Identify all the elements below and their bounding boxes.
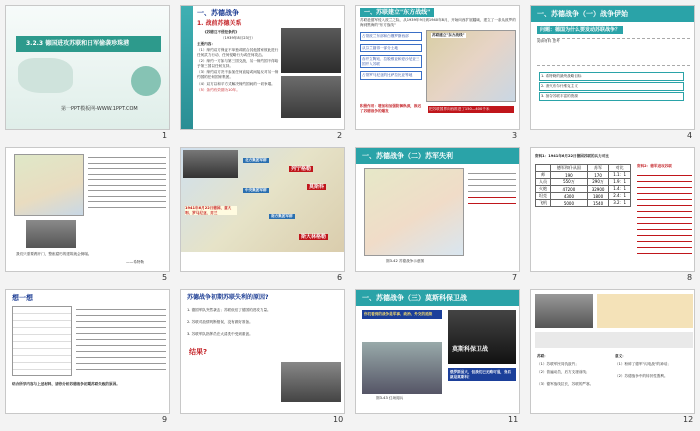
reason-line: 1. 德国军队突然袭击；苏联低估了德国的进攻力量。 bbox=[187, 308, 271, 312]
cell: 飞机 bbox=[536, 200, 551, 207]
doc-line: （1）缔约双方保证不单独或联合其他国家彼此进行任何武力行动、任何侵略行为或任何攻击。 bbox=[197, 48, 279, 57]
army-group-north: 北方集团军群 bbox=[245, 158, 267, 162]
table-title: 资料1：1941年6月22日德国苏联的兵力对比 bbox=[535, 154, 609, 158]
side-title: 资料2：德军进攻苏联 bbox=[637, 164, 672, 168]
cell: 1800 bbox=[587, 193, 608, 200]
world-map-graphic bbox=[18, 58, 73, 93]
parade-photo bbox=[362, 342, 442, 394]
cell: 3.2：1 bbox=[609, 200, 631, 207]
doc-line: （3）缔约双方决不参加任何直接或间接反对另一缔约国的任何国家集团。 bbox=[197, 70, 279, 79]
barbarossa-map bbox=[14, 154, 84, 216]
data-table bbox=[12, 306, 72, 376]
header-cell: 苏军 bbox=[587, 165, 608, 172]
header-cell: 对比 bbox=[609, 165, 631, 172]
slide-title: 3.2.3 德国进攻苏联和日军偷袭珍珠港 bbox=[26, 40, 130, 47]
left-item: （3）德军战线拉长，苏联的严寒。 bbox=[537, 382, 594, 386]
quote-author: ——希特勒 bbox=[126, 260, 144, 264]
doc-title: 《苏德互不侵犯条约》 bbox=[203, 30, 239, 34]
footer-text: 第一PPT模板网-WWW.1PPT.COM bbox=[61, 106, 138, 112]
header-cell: 德军和仆从国 bbox=[551, 165, 588, 172]
cell: 1540 bbox=[587, 200, 608, 207]
slogan-box: 俄罗斯虽大，但我们已无路可退，身后就是莫斯科！ bbox=[448, 368, 516, 381]
right-title: 意义： bbox=[615, 354, 626, 358]
heading: 苏德战争初期苏联失利的原因? bbox=[187, 294, 269, 301]
event-box: 从芬兰割得一部分土地 bbox=[360, 44, 422, 53]
intro-panel bbox=[597, 294, 693, 328]
war-photo bbox=[281, 362, 341, 402]
slide-number: 7 bbox=[512, 273, 518, 282]
subheading: 1. 战前苏德关系 bbox=[197, 20, 242, 27]
heading: 一、苏德战争（一）战争伊始 bbox=[531, 6, 694, 22]
table-header bbox=[536, 165, 631, 172]
cell: 1.1：1 bbox=[609, 172, 631, 179]
question-box: 你们看到的战争是军事、政治、外交的延续 bbox=[362, 310, 442, 319]
slide-thumbnail-3[interactable] bbox=[355, 5, 520, 130]
cell: 4300 bbox=[551, 193, 588, 200]
slide-number: 4 bbox=[687, 131, 693, 140]
cell: 290万 bbox=[587, 179, 608, 186]
right-item: （2）苏德战争中的转折性胜利。 bbox=[615, 374, 668, 378]
answer-line: 2. 消灭布尔什维克主义 bbox=[539, 82, 684, 91]
right-item: （1）粉碎了德军"闪电战"的神话； bbox=[615, 362, 671, 366]
header-cell bbox=[536, 165, 551, 172]
caption-area bbox=[181, 252, 345, 272]
cell: 坦克 bbox=[536, 193, 551, 200]
cell: 47200 bbox=[551, 186, 588, 193]
cell: 32900 bbox=[587, 186, 608, 193]
cell: 1.4：1 bbox=[609, 186, 631, 193]
material-block bbox=[537, 38, 690, 66]
army-group-south: 南方集团军群 bbox=[271, 214, 293, 218]
side-text bbox=[468, 170, 516, 206]
quote-strip bbox=[535, 332, 693, 348]
slide-number: 8 bbox=[687, 273, 693, 282]
reason-line: 2. 苏联对敌情判断错误，没有做好准备。 bbox=[187, 320, 253, 324]
photo-caption: 图3-43 红场阅兵 bbox=[376, 396, 404, 400]
cell: 170 bbox=[587, 172, 608, 179]
doc-line: （2）缔约一方如与第三国交战，另一缔约国不得给予第三国以任何支持。 bbox=[197, 59, 279, 68]
city-label-moscow: 莫斯科 bbox=[309, 184, 325, 190]
slide-number: 11 bbox=[508, 415, 519, 424]
text-block bbox=[88, 154, 166, 209]
cell: 2.4：1 bbox=[609, 193, 631, 200]
cell: 1.9：1 bbox=[609, 179, 631, 186]
reason-line: 3. 苏联军队指挥员在大清洗中受到重创。 bbox=[187, 332, 253, 336]
map-caption: 把苏联国界向西推进了150—400千米 bbox=[428, 106, 514, 113]
soviet-german-war-map bbox=[364, 168, 464, 256]
globe-icon bbox=[131, 66, 161, 96]
slide-number: 3 bbox=[512, 131, 518, 140]
doc-intro: 主要内容： bbox=[197, 42, 215, 46]
slide-thumbnail-11[interactable] bbox=[355, 289, 520, 414]
poster-title: 莫斯科保卫战 bbox=[452, 346, 489, 353]
heading: 一、苏德战争 bbox=[197, 9, 239, 17]
slide-number: 5 bbox=[162, 273, 168, 282]
event-box: 占领波兰东部和白俄罗斯西部 bbox=[360, 32, 422, 41]
cell: 火炮 bbox=[536, 186, 551, 193]
movie-poster bbox=[448, 310, 516, 364]
slide-thumbnail-12[interactable] bbox=[530, 289, 695, 414]
slide-thumbnail-10[interactable] bbox=[180, 289, 345, 414]
slide-number: 1 bbox=[162, 131, 168, 140]
forces-table bbox=[535, 164, 631, 207]
cell: 190 bbox=[551, 172, 588, 179]
leaders-photo bbox=[281, 76, 341, 118]
slide-thumbnail-4[interactable] bbox=[530, 5, 695, 130]
slide-stripe bbox=[181, 6, 193, 129]
event-boxes bbox=[360, 32, 422, 80]
city-label-stalingrad: 斯大林格勒 bbox=[301, 234, 327, 240]
slide-number: 12 bbox=[683, 415, 694, 424]
doc-date: （1939年8月23日） bbox=[221, 36, 255, 40]
event-box: 占领罗马尼亚的比萨拉比亚等地 bbox=[360, 71, 422, 80]
doc-lines bbox=[197, 48, 279, 93]
table-row bbox=[536, 193, 631, 200]
army-photo bbox=[183, 150, 238, 178]
soldiers-photo bbox=[535, 294, 593, 328]
table-row bbox=[536, 179, 631, 186]
slide-number: 9 bbox=[162, 415, 168, 424]
map-title: 苏联建立"东方战线" bbox=[432, 33, 465, 37]
left-item: （1）苏联军民同仇敌忾； bbox=[537, 362, 579, 366]
slide-thumbnail-9[interactable] bbox=[5, 289, 170, 414]
answer-line: 1. 希特勒的最终战略目标 bbox=[539, 72, 684, 81]
city-label-leningrad: 列宁格勒 bbox=[291, 166, 312, 172]
doc-line: （5）条约有效期为10年。 bbox=[197, 88, 240, 93]
cell: 550万 bbox=[551, 179, 588, 186]
answer-line: 3. 掠夺苏联丰富的资源 bbox=[539, 92, 684, 101]
hitler-photo bbox=[26, 220, 76, 248]
slide-thumbnail-2[interactable] bbox=[180, 5, 345, 130]
slide-thumbnail-7[interactable] bbox=[355, 147, 520, 272]
heading: 一、苏德战争（二）苏军失利 bbox=[356, 148, 519, 164]
material-label: 阅读材料 思考 bbox=[537, 39, 560, 43]
left-title: 苏联： bbox=[537, 354, 548, 358]
event-box: 吞并立陶宛、拉脱维亚和爱沙尼亚三国并入苏联 bbox=[360, 55, 422, 68]
question-text: 结合所学内容与上述材料，请你分析苏德战争初期苏联失败的原因。 bbox=[12, 382, 120, 386]
cell: 人员 bbox=[536, 179, 551, 186]
slide-thumbnail-1[interactable] bbox=[5, 5, 170, 130]
material-text bbox=[76, 306, 166, 372]
slide-number: 10 bbox=[333, 415, 344, 424]
question-label: 问题：德国为什么要发动苏联战争？ bbox=[537, 26, 623, 34]
slide-number: 2 bbox=[337, 131, 343, 140]
eastern-front-map bbox=[426, 30, 516, 102]
map-caption: 图3-42 苏德战争示意图 bbox=[386, 259, 425, 263]
heading: 想一想 bbox=[12, 294, 33, 302]
cell: 师 bbox=[536, 172, 551, 179]
result-label: 结果? bbox=[189, 348, 208, 356]
slide-thumbnail-6[interactable] bbox=[180, 147, 345, 272]
army-group-center: 中央集团军群 bbox=[245, 188, 267, 192]
invasion-label: 1941年6月22日德国、意大利、罗马尼亚、芬兰 bbox=[185, 206, 237, 215]
signing-photo bbox=[281, 28, 341, 73]
table-row bbox=[536, 186, 631, 193]
slide-number: 6 bbox=[337, 273, 343, 282]
intro-text: 苏联趁德军侵入波兰之际，从1939年9月到1940年8月，开始向西扩展疆域，建立了一条从波罗的海到黑海的"东方战线" bbox=[360, 18, 516, 27]
table-row bbox=[536, 200, 631, 207]
table-row bbox=[536, 172, 631, 179]
heading: 一、苏德战争（三）莫斯科保卫战 bbox=[356, 290, 519, 306]
side-text bbox=[637, 172, 692, 256]
quote-text: 我们只需要踢开门，整座腐朽的建筑就会倒塌。 bbox=[16, 252, 92, 256]
result-text: 积极作用：增加和加强防御纵深，推迟了苏德战争的爆发 bbox=[360, 104, 422, 113]
slide-thumbnail-8[interactable] bbox=[530, 147, 695, 272]
heading: 一、苏联建立"东方战线" bbox=[360, 8, 434, 17]
cell: 5000 bbox=[551, 200, 588, 207]
slide-thumbnail-5[interactable] bbox=[5, 147, 170, 272]
doc-line: （4）双方以和平方式解决缔约国间的一切争端。 bbox=[197, 81, 275, 86]
left-item: （2）普遍动员，后方支援前线； bbox=[537, 370, 590, 374]
